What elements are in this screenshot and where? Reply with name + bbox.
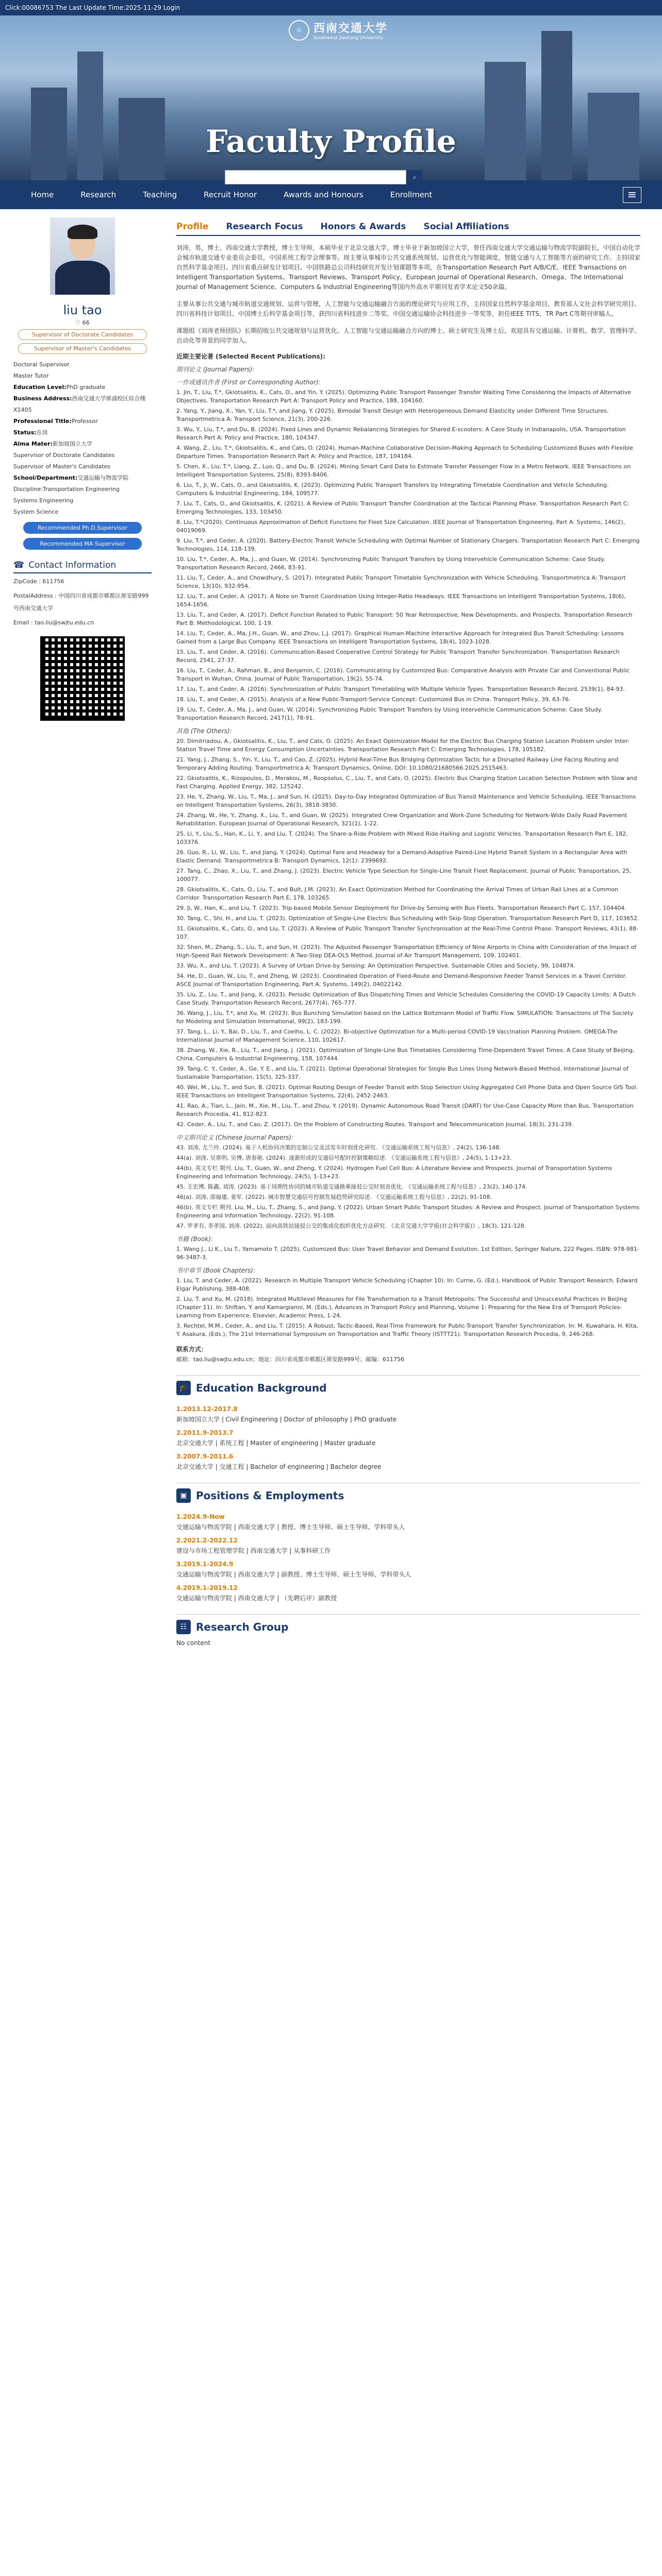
header-banner	[0, 15, 662, 180]
reference-item: 30. Tang, C., Shi, H., and Liu, T. (2023). Optimization of Single-Line Electric Bus Scheduling with Skip-Stop Operation. Transportation Research Part D, 117, 103652.	[176, 915, 639, 922]
profile-info-list	[13, 359, 152, 518]
reference-item: 23. He, Y., Zhang, W., Liu, T., Ma, J., and Sun, H. (2025). Day-to-Day Integrated Optimization of Bus Transit Maintenance and Vehicle Scheduling. IEEE Transactions on Intelligent Transportation Systems, 26(3), 3818-3830.	[176, 793, 636, 808]
group-icon: ☷	[176, 1620, 191, 1634]
reference-item: 13. Liu, T., and Ceder, A. (2017). Deficit Function Related to Public Transport: 50 Year Retrospective, New Developments, and Prospects. Transportation Research Part B: Methodological, 100, 1-19.	[176, 612, 633, 626]
info-row: Doctoral Supervisor	[13, 361, 70, 368]
content-tabs	[176, 222, 640, 236]
contact-line: 联系方式：	[176, 1346, 208, 1353]
reference-item: 1. Jin, T., Liu, T.*, Gkiotsalitis, K., Cats, O., and Yin, Y. (2025). Optimizing Public Transport Passenger Transfer Waiting Time Considering the Impacts of Alternative Objectives. Transportation Research Part A: Transport Policy and Practice, 188, 104160.	[176, 389, 632, 404]
info-row: Status:在岗	[13, 429, 48, 436]
logo-cn: 西南交通大学	[313, 22, 388, 35]
education-section	[176, 1375, 640, 1471]
main-nav	[0, 180, 662, 209]
nav-recruit-honor[interactable]: Recruit Honor	[204, 190, 257, 199]
pubs-sublabel: 期刊论文 (Journal Papers):	[176, 366, 255, 373]
entry-text: 北京交通大学 | 交通工程 | Bachelor of engineering | Bachelor degree	[176, 1463, 382, 1470]
reference-item: 26. Guo, R., Li, W., Liu, T., and Jiang, Y. (2024). Optimal Fare and Headway for a Demand-Adaptive Paired-Line Hybrid Transit System in a Rectangular Area with Elastic Demand. Transportmetrica B: Transport Dynamics, 12(1): 2399692.	[176, 849, 627, 864]
search-icon[interactable]: ⌕	[406, 170, 423, 184]
intro-paragraph: 刘涛，男，博士，西南交通大学教授，博士生导师，本硕毕业于北京交通大学，博士毕业于新加坡国立大学，曾任西南交通大学交通运输与物流学院副院长，中国自动化学会城市轨道交通专业委员会委员，中国系统工程学会理事等。现主要从事城市公共交通系统规划、运营优化与智能调度，智能交通与人工智能等方面的研究工作。主持国家自然科学基金项目、四川省重点研发计划项目、中国铁路总公司科技研究开发计划课题等多项，在Transportation Research Part A/B/C/E、IEEE Transactions on Intelligent Transportation Systems、Transport Reviews、Transport Policy、European Journal of Operational Research、Omega、The International Journal of Management Science、Computers & Industrial Engineering等国内外高水平期刊发表学术论文50余篇。	[176, 244, 641, 291]
info-row: Discipline:Transportation Engineering	[13, 486, 120, 493]
reference-item: 2. Liu, T. and Xu, M. (2018). Integrated Multilevel Measures for File Transformation to a Transit Metropolis: The Successful and Unsuccessful Practices in Beijing (Chapter 11). In: Shiftan, Y. and Kamargianni, M. (Eds.), Advances in Transport Policy and Planning, Volume 1: Preparing for the New Era of Transport Policies-Learning from Experience. Elsevier, Academic Press, 1-24.	[176, 1296, 627, 1319]
seal-icon: ◎	[289, 20, 309, 41]
reference-item: 39. Tang, C. Y., Ceder, A., Ge, Y. E., and Liu, T. (2021). Optimal Operational Strategies for Single Bus Lines Using Network-Based Method. International Journal of Sustainable Transportation, 15(5), 325-337.	[176, 1065, 629, 1080]
reference-item: 17. Liu, T., and Ceder, A. (2016). Synchronization of Public Transport Timetabling with Multiple Vehicle Types. Transportation Research Record, 2539(1), 84-93.	[176, 686, 625, 692]
info-row: Professional Title:Professor	[13, 418, 98, 425]
reference-item: 40. Wei, M., Liu, T., and Sun, B. (2021). Optimal Routing Design of Feeder Transit with Stop Selection Using Aggregated Cell Phone Data and Open Source GIS Tool. IEEE Transactions on Intelligent Transportation Systems, 22(4), 2452-2463.	[176, 1084, 638, 1099]
tab-social[interactable]: Social Affiliations	[423, 222, 509, 232]
reference-item: 34. He, D., Guan, W., Liu, T., and Zheng, W. (2023). Coordinated Operation of Fixed-Route and Demand-Responsive Feeder Transit Services in a Travel Corridor. ASCE Journal of Transportation Engineering, Part A: Systems, 149(2), 04022142.	[176, 973, 627, 988]
reference-item: 3. Rechtel, M.M., Ceder, A., and Liu, T. (2015). A Robust, Tactic-Based, Real-Time Framework for Public-Transport Transfer Synchronization. In: M. Kuwahara, H. Kita, Y. Asakura, (Eds.), The 21st International Symposium on Transportation and Traffic Theory (ISTTT21). Transportation Research Procedia, 9, 246-268.	[176, 1323, 638, 1337]
reference-item: 41. Rao, A., Tian, L., Jain, M., Xie, M., Liu, T., and Zhou, Y. (2019). Dynamic Autonomous Road Transit (DART) for Use-Case Capacity More than Bus. Transportation Research Procedia, 41, 812-823.	[176, 1103, 634, 1117]
reference-item: 1. Wang J., Li K., Liu T., Yamamoto T. (2025). Customized Bus: User Travel Behavior and Demand Evolution. 1st Edition, Springer Nature, 222 Pages. ISBN: 978-981-96-3487-3.	[176, 1246, 639, 1261]
pubs-sublabel: 中文期刊论文 (Chinese Journal Papers):	[176, 1134, 294, 1141]
reference-item: 1. Liu, T. and Ceder, A. (2022). Research in Multiple Transport Vehicle Scheduling (Chapter 10). In: Currie, G. (Ed.), Handbook of Public Transport Research. Edward Elgar Publishing, 388-408.	[176, 1277, 638, 1292]
reference-item: 15. Liu, T., and Ceder, A. (2016). Communication-Based Cooperative Control Strategy for Public Transport Transfer Synchronization. Transportation Research Record, 2541, 27-37.	[176, 649, 620, 664]
reference-item: 35. Liu, Z., Liu, T., and Jiang, X. (2023). Periodic Optimization of Bus Dispatching Times and Vehicle Schedules Considering the COVID-19 Capacity Limits: A Dutch Case Study. Transportation Research Record, 2677(4), 765-777.	[176, 991, 636, 1006]
like-counter[interactable]: ♡ 66	[75, 319, 90, 326]
nav-awards[interactable]: Awards and Honours	[284, 190, 363, 199]
nav-research[interactable]: Research	[80, 190, 117, 199]
entry-text: 交通运输与物流学院 | 西南交通大学 | 教授、博士生导师、硕士生导师、学科带头人	[176, 1523, 405, 1531]
logo-en: Southwest Jiaotong University	[313, 36, 384, 41]
bg-building	[77, 52, 103, 180]
reference-item: 47. 罗孝有, 李孝国, 刘涛. (2022). 面向高铁站接驳公交的集成化组织优化方法研究. 《北京交通大学学报(社会科学版)》, 18(3), 121-128.	[176, 1223, 526, 1229]
reference-item: 20. Dimitriadou, A., Gkiotsalitis, K., Liu, T., and Cats, O. (2025). An Exact Optimization Model for the Electric Bus Charging Station Location Problem under Inter-Station Travel Time and Energy Consumption Uncertainties. Transportation Research Part C: Emerging Technologies, 178, 105182.	[176, 738, 630, 753]
entry-text: 交通运输与物流学院 | 西南交通大学 | （先聘后评）副教授	[176, 1595, 337, 1602]
reference-item: 2. Yang, Y., Jiang, X., Yan, Y., Liu, T.*, and Jiang, Y. (2025). Bimodal Transit Design with Heterogeneous Demand Elasticity under Different Time Structures. Transportmetrica A: Transport Science, 21(3), 200-226.	[176, 408, 609, 422]
reference-item: 14. Liu, T., Ceder, A., Ma, J.H., Guan, W., and Zhou, L.J. (2017). Graphical Human-Machine Interactive Approach for Integrated Bus Transit Scheduling: Lessons Gained from a Large Bus Company. IEEE Transactions on Intelligent Transportation Systems, 18(4), 1023-1028.	[176, 630, 624, 645]
tag-master-supervisor: Supervisor of Master's Candidates	[18, 343, 147, 354]
reference-item: 46(a). 刘涛, 邵福建, 姜军. (2022). 城市智慧交通信号控制发展趋势研究综述. 《交通运输系统工程与信息》, 22(2), 91-108.	[176, 1194, 492, 1200]
tab-honors[interactable]: Honors & Awards	[320, 222, 406, 232]
university-logo[interactable]	[289, 20, 388, 41]
reference-item: 21. Yang, J., Zhang, S., Yin, Y., Liu, T., and Cao, Z. (2025). Hybrid Real-Time Bus Bridging Optimization Tactic for a Disrupted Railway Line Facing Routing and Temporary Adding Routing. Transportmetrica A: Transport Dynamics, Online, DOI: 10.1080/21680566.2025.2515463.	[176, 756, 619, 771]
reference-item: 37. Tang, L., Li, Y., Bai, D., Liu, T., and Coelho, L. C. (2022). Bi-objective Optimization for a Multi-period COVID-19 Vaccination Planning Problem. OMEGA-The International Journal of Management Science, 110, 102617.	[176, 1028, 618, 1043]
intro-paragraph: 课题组《刘涛老师团队》长期招收公共交通规划与运营优化、人工智能与交通运输融合方向的博士、硕士研究生及博士后，欢迎具有交通运输、计算机、数学、管理科学、自动化等背景的同学加入。	[176, 327, 641, 344]
reference-item: 6. Liu, T., Ji, W., Cats, O., and Gkiotsalitis, K. (2023). Optimizing Public Transport Transfers by Integrating Timetable Coordination and Vehicle Scheduling. Computers & Industrial Engineering, 184, 109577.	[176, 482, 609, 497]
nav-enrollment[interactable]: Enrollment	[390, 190, 433, 199]
briefcase-icon: ▣	[176, 1488, 191, 1503]
reference-item: 4. Wang, Z., Liu, T.*, Gkiotsalitis, K., and Cats, O. (2024). Human-Machine Collaborative Decision-Making Approach to Scheduling Customized Buses with Flexible Departure Times. Transportation Research Part A: Policy and Practice, 187, 104184.	[176, 445, 633, 460]
search-input[interactable]	[225, 170, 406, 184]
reference-item: 27. Tang, C., Zhao, X., Liu, T., and Zhang, J. (2023). Electric Vehicle Type Selection for Single-Line Transit Fleet Replacement. Journal of Public Transportation, 25, 100077.	[176, 868, 632, 883]
profile-photo	[50, 217, 115, 295]
reference-item: 22. Gkiotsalitis, K., Rizopoulos, D., Merakou, M., Roopsolus, C., Liu, T., and Cats, O. (2025). Electric Bus Charging Station Location Selection Problem with Slow and Fast Charging. Applied Energy, 382, 125242.	[176, 775, 637, 790]
pubs-sublabel: 书籍 (Book):	[176, 1235, 213, 1243]
entry-text: 建设与市场工程管理学院 | 西南交通大学 | 从事科研工作	[176, 1547, 331, 1554]
reference-item: 5. Chen, X., Liu, T.*, Liang, Z., Luo, Q., and Du, B. (2024). Mining Smart Card Data to Estimate Transfer Passenger Flow in a Metro Network. IEEE Transactions on Intelligent Transportation Systems, 25(8), 8393-8406.	[176, 463, 631, 478]
contact-icon: ☎	[13, 560, 25, 570]
positions-section	[176, 1483, 640, 1603]
entry-date: 3.2007.9-2011.6	[176, 1453, 234, 1460]
entry-date: 2.2021.2-2022.12	[176, 1537, 238, 1544]
info-row: Supervisor of Master's Candidates	[13, 463, 111, 470]
publications-title: 近期主要论著 (Selected Recent Publications):	[176, 353, 325, 360]
reference-item: 45. 王宏博, 陈鑫, 刘涛. (2023). 基于周期性协同的城市轨道交通换乘接驳公交时刻表优化. 《交通运输系统工程与信息》, 23(2), 140-174.	[176, 1183, 527, 1190]
profile-name: liu tao	[63, 303, 102, 317]
page-title: Faculty Profile	[206, 124, 456, 160]
entry-text: 北京交通大学 | 系统工程 | Master of engineering | Master graduate	[176, 1439, 376, 1447]
reference-item: 10. Liu, T.*, Ceder, A., Ma, J., and Guan, W. (2014). Synchronizing Public Transport Transfers by Using Intervehicle Communication Scheme: Case Study. Transportation Research Record, 2466, 83-91.	[176, 556, 605, 571]
reference-item: 18. Liu, T., and Ceder, A. (2015). Analysis of a New Public-Transport-Service Concept: Customized Bus in China. Transport Policy, 39, 63-76.	[176, 696, 571, 703]
reference-item: 9. Liu, T.*, and Ceder, A. (2020). Battery-Electric Transit Vehicle Scheduling with Optimal Number of Stationary Chargers. Transportation Research Part C: Emerging Technologies, 114, 118-139.	[176, 537, 640, 552]
tag-doctorate-supervisor: Supervisor of Doctorate Candidates	[18, 329, 147, 340]
education-title: Education Background	[196, 1382, 327, 1394]
info-row: Supervisor of Doctorate Candidates	[13, 452, 115, 459]
info-row: Master Tutor	[13, 372, 49, 379]
nav-teaching[interactable]: Teaching	[143, 190, 177, 199]
entry-text: 新加坡国立大学 | Civil Engineering | Doctor of philosophy | PhD graduate	[176, 1416, 397, 1423]
info-row: School/Department:交通运输与物流学院	[13, 474, 129, 481]
qr-code	[40, 636, 125, 721]
entry-date: 2.2011.9-2013.7	[176, 1429, 234, 1436]
reference-item: 16. Liu, T., Ceder, A., Rahman, B., and Benjamin, C. (2016). Communicating by Customized Bus: Comparative Analysis with Private Car and Conventional Public Transport in Wuhan, China. Journal of Public Transportation, 19(2), 55-74.	[176, 667, 630, 682]
reference-item: 8. Liu, T.*(2020). Continuous Approximation of Deficit Functions for Fleet Size Calculation. IEEE Journal of Transportation Engineering, Part A: Systems, 146(2), 04019069.	[176, 519, 625, 534]
pubs-sublabel: 一作或通讯作者 (First or Corresponding Author):	[176, 379, 321, 386]
entry-date: 1.2024.9-Now	[176, 1513, 225, 1520]
reference-item: 12. Liu, T., and Ceder, A. (2017). A Note on Transit Coordination Using Integer-Ratio Headways. IEEE Transactions on Intelligent Transportation Systems, 18(6), 1654-1656.	[176, 593, 626, 608]
bg-building	[485, 62, 526, 180]
reference-item: 44(b). 英文专栏 期刊. Liu, T., Guan, W., and Zheng, Y. (2024). Hydrogen Fuel Cell Bus: A Literature Review and Prospects. Journal of Transportation Systems Engineering and Information Technology, 24(5), 1-13+23.	[176, 1165, 613, 1180]
research-group-title: Research Group	[196, 1621, 289, 1633]
tab-research-focus[interactable]: Research Focus	[226, 222, 303, 232]
info-row: Education Level:PhD graduate	[13, 384, 106, 391]
nav-home[interactable]: Home	[31, 190, 54, 199]
reference-item: 11. Liu, T., Ceder, A., and Chowdhury, S. (2017). Integrated Public Transport Timetable Synchronization with Vehicle Scheduling. Transportmetrica A: Transport Science, 13(10), 932-954.	[176, 574, 626, 589]
reference-item: 44(a). 刘涛, 吴常明, 吴博, 唐春艳. (2024). 逐渐形成的交通信号配时控制策略综述. 《交通运输系统工程与信息》, 24(5), 1-13+23.	[176, 1155, 512, 1161]
intro-paragraph: 主要从事公共交通与城市轨道交通规划、运营与管理，人工智能与交通运输融合方面的理论研究与应用工作，主持国家自然科学基金项目、教育部人文社会科学研究项目、四川省科技计划项目、中国博士后科学基金项目等，获四川省科技进步二等奖、中国交通运输协会科技进步一等奖等，担任IEEE TITS、TR Part C等期刊审稿人。	[176, 300, 641, 317]
entry-text: 交通运输与物流学院 | 西南交通大学 | 副教授、博士生导师、硕士生导师、学科带头人	[176, 1571, 411, 1578]
education-list	[176, 1405, 640, 1471]
contact-postal: PostalAddress : 中国四川省成都市郫都区犀安路999号西南交通大学	[13, 592, 149, 612]
reference-item: 25. Li, Y., Liu, S., Han, K., Li, Y., and Liu, T. (2024). The Share-a-Ride Problem with Mixed Ride-Hailing and Logistic Vehicles. Transportation Research Part E, 182, 103376.	[176, 831, 628, 845]
pubs-sublabel: 其他 (The Others):	[176, 727, 232, 735]
reference-item: 31. Gkiotsalitis, K., Cats, O., and Liu, T. (2023). A Review of Public Transport Transfer Synchronisation at the Real-Time Control Phase. Transport Reviews, 43(1), 88-107.	[176, 925, 639, 940]
reference-item: 46(b). 英文专栏 期刊. Liu, M., Liu, T., Zhang, S., and Jiang, Y. (2022). Urban Smart Public Transport Studies: A Review and Prospect. Journal of Transportation Systems Engineering and Information Technology, 22(2), 91-108.	[176, 1204, 640, 1219]
pubs-sublabel: 书中章节 (Book Chapters):	[176, 1267, 256, 1274]
research-group-section	[176, 1614, 640, 1647]
reference-list	[176, 1144, 640, 1230]
reference-item: 32. Shen, M., Zhang, S., Liu, T., and Sun, H. (2023). The Adjusted Passenger Transportation Efficiency of Nine Airports in China with Consideration of the Impact of High-Speed Rail Network Development: A Two-Step DEA-OLS Method. Journal of Air Transport Management, 109, 102401.	[176, 944, 637, 959]
contact-email[interactable]: Email : tao.liu@swjtu.edu.cn	[13, 619, 94, 626]
info-row: System Science	[13, 509, 59, 515]
reference-list	[176, 1245, 640, 1262]
reference-item: 38. Zhang, W., Xie, R., Liu, T., and Jiang, J. (2021). Optimization of Single-Line Bus Timetables Considering Time-Dependent Travel Times: A Case Study of Beijing, China. Computers & Industrial Engineering, 158, 107444.	[176, 1047, 635, 1062]
email-line: 邮箱：tao.liu@swjtu.edu.cn；地址：四川省成都市郫都区犀安路999号；邮编：611756	[176, 1356, 404, 1363]
reference-item: 42. Ceder, A., Liu, T., and Cao, Z. (2017). On the Problem of Constructing Routes. Transport and Telecommunication Journal, 18(3), 231-239.	[176, 1121, 574, 1128]
contact-title: ☎ Contact Information	[13, 560, 152, 573]
info-row: Business Address:西南交通大学犀浦校区综合楼X1405	[13, 395, 146, 413]
reference-item: 43. 刘涛, 尤兰玲. (2024). 基于人机协同决策的定制公交灵活发车时刻优化研究. 《交通运输系统工程与信息》, 24(2), 136-148.	[176, 1144, 501, 1151]
positions-title: Positions & Employments	[196, 1489, 344, 1502]
contact-zip: ZipCode : 611756	[13, 578, 64, 585]
reference-list	[176, 1277, 640, 1338]
search-bar	[225, 170, 423, 184]
reference-item: 36. Wang, J., Liu, T.*, and Xu, M. (2023). Bus Bunching Simulation based on the Lattice Boltzmann Model of Traffic Flow. SIMULATION: Transactions of The Society for Modeling and Simulation International, 99(2), 183-199.	[176, 1010, 634, 1025]
profile-sidebar	[0, 209, 165, 736]
reference-item: 7. Liu, T., Cats, O., and Gkiotsalitis, K. (2021). A Review of Public Transport Transfer Coordination at the Tactical Planning Phase. Transportation Research Part C: Emerging Technologies, 133, 103450.	[176, 500, 630, 515]
recommended-ma-supervisor-button[interactable]: Recommended MA Supervisor	[23, 538, 142, 550]
recommended-phd-supervisor-button[interactable]: Recommended Ph.D.Supervisor	[23, 522, 142, 534]
reference-item: 19. Liu, T., Ceder, A., Ma, J., and Guan, W. (2014). Synchronizing Public Transport Transfers by Using Intervehicle Communication Scheme: Case Study. Transportation Research Record, 2417(1), 78-91.	[176, 706, 603, 721]
top-status-bar: Click:00086753 The Last Update Time:2025-11-29 Login	[0, 0, 662, 15]
entry-date: 4.2019.1-2019.12	[176, 1584, 238, 1591]
info-row: Systems Engineering	[13, 497, 74, 504]
entry-date: 3.2019.1-2024.9	[176, 1561, 234, 1568]
reference-list	[176, 737, 640, 1129]
reference-item: 24. Zhang, W., He, Y., Zhang, X., Liu, T., and Guan, W. (2025). Integrated Crew Organization and Work-Zone Scheduling for Network-Wide Daily Road Pavement Rehabilitation. European Journal of Operational Research, 321(1), 1-22.	[176, 812, 627, 827]
reference-item: 3. Wu, Y., Liu, T.*, and Du, B. (2024). Fixed Lines and Dynamic Rebalancing Strategies for Shared E-scooters: A Case Study in Indianapolis, USA. Transportation Research Part A: Policy and Practice, 180, 104347.	[176, 426, 626, 441]
graduation-cap-icon: 🎓	[176, 1381, 191, 1395]
info-row: Alma Mater:新加坡国立大学	[13, 440, 92, 447]
reference-list	[176, 388, 640, 722]
hamburger-menu-icon[interactable]: ≡	[623, 187, 641, 203]
main-content	[166, 209, 651, 1659]
tab-profile[interactable]: Profile	[176, 222, 209, 232]
reference-item: 28. Gkiotsalitis, K., Cats, O., Liu, T., and Bult, J.M. (2023). An Exact Optimization Method for Coordinating the Arrival Times of Urban Rail Lines at a Common Corridor. Transportation Research Part E, 178, 103265.	[176, 886, 618, 901]
positions-list	[176, 1513, 640, 1603]
reference-item: 33. Wu, X., and Liu, T. (2023). A Survey of Urban Drive-by Sensing: An Optimization Perspective. Sustainable Cities and Society, 99, 104874.	[176, 962, 575, 969]
research-group-empty: No content	[176, 1639, 211, 1647]
reference-item: 29. Ji, W., Han, K., and Liu, T. (2023). Trip-based Mobile Sensor Deployment for Drive-by Sensing with Bus Fleets. Transportation Research Part C, 157, 104404.	[176, 905, 626, 911]
entry-date: 1.2013.12-2017.8	[176, 1405, 238, 1413]
